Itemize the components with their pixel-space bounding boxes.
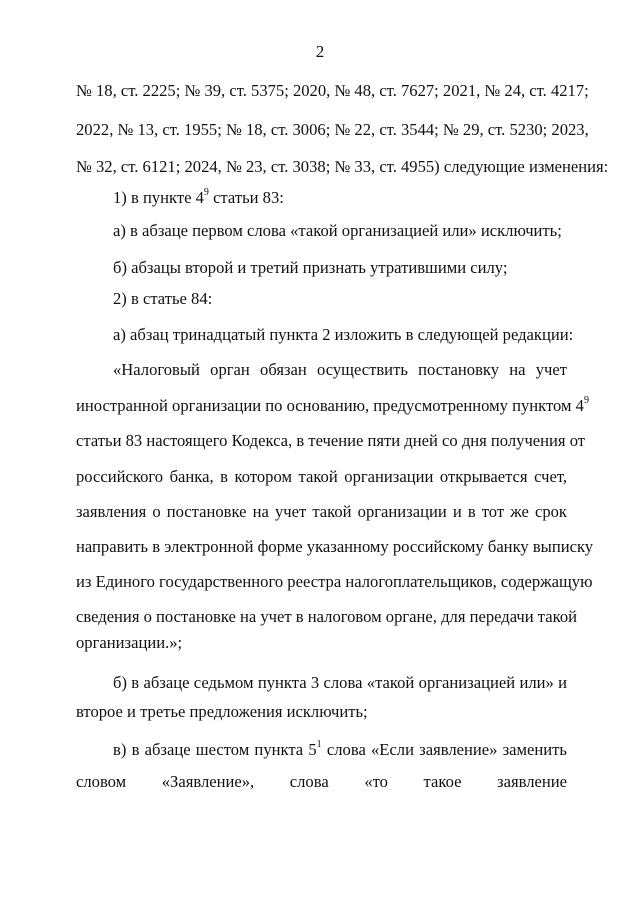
text-line — [113, 188, 567, 208]
text-line: второе и третье предложения исключить; — [76, 702, 368, 721]
text-line: № 32, ст. 6121; 2024, № 23, ст. 3038; № 33, ст. 4955) следующие изменения: — [76, 157, 609, 176]
text-line: организации.»; — [76, 633, 183, 652]
text-run: в) в абзаце шестом пункта 5 — [113, 740, 317, 759]
superscript: 9 — [583, 395, 589, 407]
text-line: словом «Заявление», слова «то такое заявление — [76, 772, 567, 791]
text-line: заявления о постановке на учет такой организации и в тот же срок — [76, 502, 567, 521]
text-line: а) абзац тринадцатый пункта 2 изложить в следующей редакции: — [113, 325, 574, 344]
page-number: 2 — [315, 42, 325, 61]
text-line — [76, 395, 589, 416]
text-line: 2022, № 13, ст. 1955; № 18, ст. 3006; № 22, ст. 3544; № 29, ст. 5230; 2023, — [76, 120, 589, 139]
text-line: б) в абзаце седьмом пункта 3 слова «такой организацией или» и — [113, 673, 567, 692]
text-line: б) абзацы второй и третий признать утратившими силу; — [113, 258, 508, 277]
text-line: 2) в статье 84: — [113, 289, 213, 308]
superscript: 9 — [203, 187, 209, 199]
text-run: слова «Если заявление» заменить — [321, 740, 567, 759]
text-line: направить в электронной форме указанному российскому банку выписку — [76, 537, 594, 556]
text-run: иностранной организации по основанию, предусмотренному пунктом 4 — [76, 396, 584, 415]
text-run: 1) в пункте 4 — [113, 188, 204, 207]
text-run: статьи 83: — [208, 188, 284, 207]
superscript: 1 — [316, 739, 322, 751]
text-line: а) в абзаце первом слова «такой организацией или» исключить; — [113, 221, 562, 240]
text-line: сведения о постановке на учет в налоговом органе, для передачи такой — [76, 607, 578, 626]
text-line: «Налоговый орган обязан осуществить постановку на учет — [113, 360, 567, 379]
text-line: № 18, ст. 2225; № 39, ст. 5375; 2020, № 48, ст. 7627; 2021, № 24, ст. 4217; — [76, 81, 589, 100]
text-line: статьи 83 настоящего Кодекса, в течение пяти дней со дня получения от — [76, 431, 586, 450]
text-line — [113, 740, 567, 760]
text-line: из Единого государственного реестра налогоплательщиков, содержащую — [76, 572, 593, 591]
text-line: российского банка, в котором такой организации открывается счет, — [76, 467, 567, 486]
